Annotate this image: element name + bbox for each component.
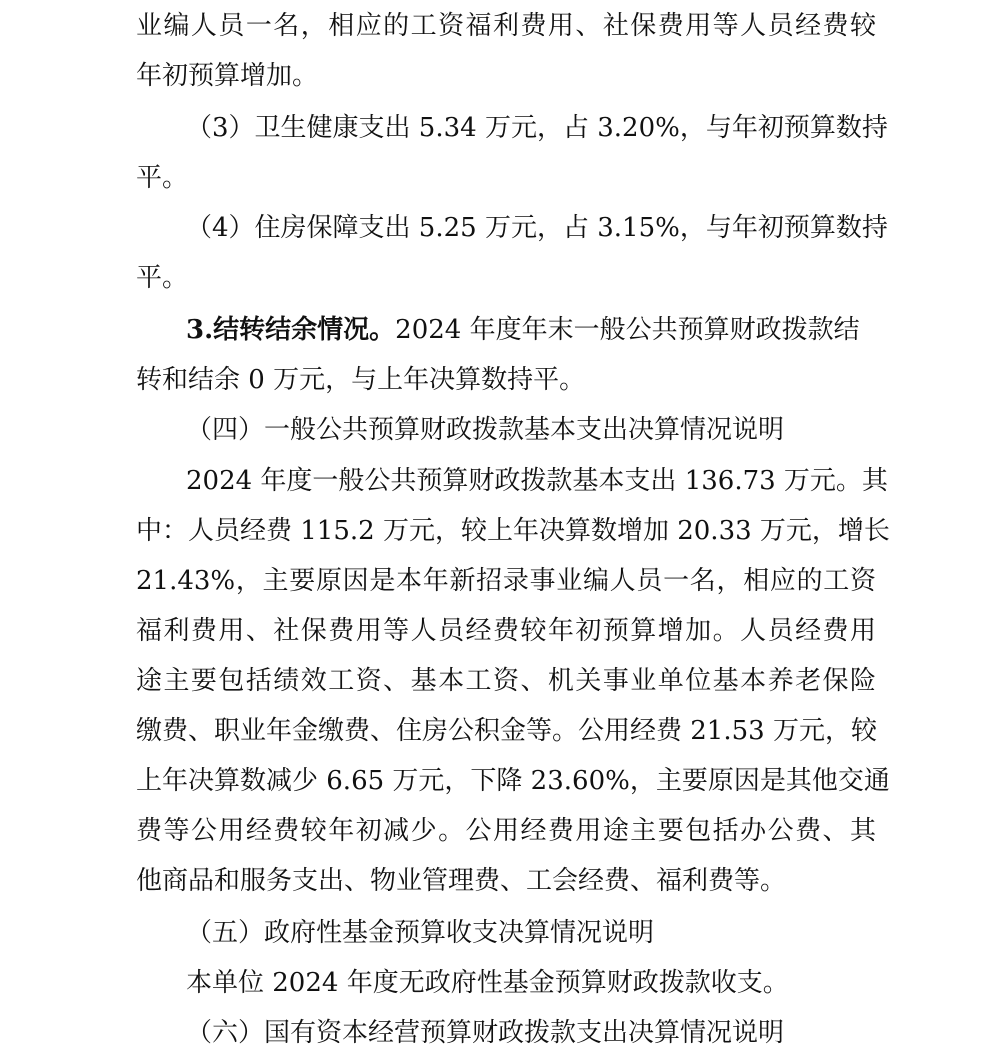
paragraph-line: 上年决算数减少 6.65 万元，下降 23.60%，主要原因是其他交通 bbox=[136, 766, 890, 796]
paragraph-line: 本单位 2024 年度无政府性基金预算财政拨款收支。 bbox=[186, 968, 789, 998]
paragraph-text: 2024 年度年末一般公共预算财政拨款结 bbox=[395, 315, 860, 345]
paragraph-line: 途主要包括绩效工资、基本工资、机关事业单位基本养老保险 bbox=[136, 666, 876, 696]
paragraph-line: 21.43%，主要原因是本年新招录事业编人员一名，相应的工资 bbox=[136, 566, 876, 596]
paragraph-line: 福利费用、社保费用等人员经费较年初预算增加。人员经费用 bbox=[136, 616, 876, 646]
paragraph-line: （3）卫生健康支出 5.34 万元，占 3.20%，与年初预算数持 bbox=[186, 113, 888, 143]
paragraph-line: （4）住房保障支出 5.25 万元，占 3.15%，与年初预算数持 bbox=[186, 213, 888, 243]
subheading-bold-text: 3.结转结余情况。 bbox=[186, 315, 396, 345]
paragraph-line: 转和结余 0 万元，与上年决算数持平。 bbox=[136, 365, 586, 395]
paragraph-line: 中：人员经费 115.2 万元，较上年决算数增加 20.33 万元，增长 bbox=[136, 516, 890, 546]
paragraph-line: 缴费、职业年金缴费、住房公积金等。公用经费 21.53 万元，较 bbox=[136, 716, 877, 746]
paragraph-line: 平。 bbox=[136, 163, 189, 193]
section-subheading bbox=[186, 310, 860, 350]
paragraph-line: 他商品和服务支出、物业管理费、工会经费、福利费等。 bbox=[136, 866, 787, 896]
paragraph-line: 业编人员一名，相应的工资福利费用、社保费用等人员经费较 bbox=[136, 11, 876, 41]
paragraph-line: 费等公用经费较年初减少。公用经费用途主要包括办公费、其 bbox=[136, 816, 876, 846]
section-heading: （五）政府性基金预算收支决算情况说明 bbox=[186, 918, 655, 948]
section-heading: （六）国有资本经营预算财政拨款支出决算情况说明 bbox=[186, 1018, 785, 1048]
section-heading: （四）一般公共预算财政拨款基本支出决算情况说明 bbox=[186, 415, 785, 445]
paragraph-line: 2024 年度一般公共预算财政拨款基本支出 136.73 万元。其 bbox=[186, 466, 888, 496]
paragraph-line: 平。 bbox=[136, 263, 189, 293]
paragraph-line: 年初预算增加。 bbox=[136, 61, 319, 91]
